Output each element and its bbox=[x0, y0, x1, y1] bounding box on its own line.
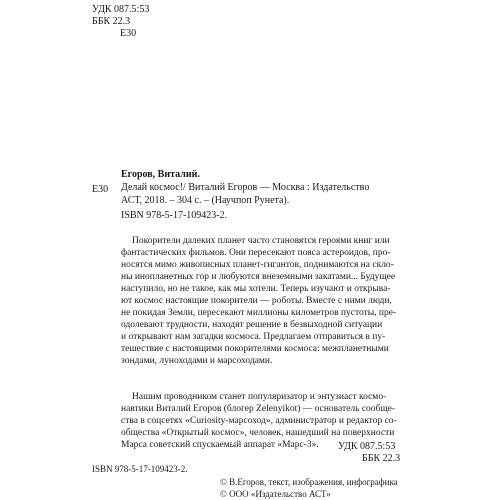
text-line: Покорители далеких планет часто становятся героями книг или bbox=[132, 236, 390, 246]
text-line: фантастических фильмов. Они пересекают пояса астероидов, про- bbox=[121, 247, 391, 258]
text-line: Нашим проводником станет популяризатор и энтузиаст космо- bbox=[132, 392, 387, 402]
copyright-publisher: © ООО «Издательство АСТ» bbox=[220, 489, 331, 499]
text-line: ют космос настоящие покорители — роботы. Вместе с ними люди, bbox=[121, 295, 392, 306]
text-line: общества «Открытый космос», человек, нашедший на поверхности bbox=[121, 427, 395, 438]
text-line: и открывают нам загадки космоса. Предлагаем отправиться в пу- bbox=[121, 331, 386, 342]
author-code-top: Е30 bbox=[120, 28, 137, 39]
author-heading: Егоров, Виталий. bbox=[121, 169, 200, 180]
text-line: навтики Виталий Егоров (блогер Zelenyikot) — основатель сообще- bbox=[121, 403, 396, 414]
author-code: Е30 bbox=[92, 184, 109, 195]
text-line: не покидая Земли, пересекают миллионы километров пустоты, пре- bbox=[121, 307, 397, 318]
bbk-bottom: ББК 22.3 bbox=[362, 453, 401, 464]
text-line: ны инопланетных гор и любуются внеземными закатами... Будущее bbox=[121, 271, 396, 282]
bibliographic-description bbox=[121, 181, 400, 207]
text-line: одолевают трудности, находят решение в безвыходной ситуации bbox=[121, 319, 383, 330]
udk-bottom: УДК 087.5:53 bbox=[338, 441, 396, 452]
bbk-top: ББК 22.3 bbox=[92, 16, 131, 27]
text-line: Марса советский спускаемый аппарат «Марс-3». bbox=[121, 439, 319, 450]
text-line: ства в соцсетях «Curiosity-марсоход», администратор и редактор со- bbox=[121, 415, 397, 426]
title-line: Делай космос!/ Виталий Егоров — Москва : Издательство bbox=[121, 182, 370, 193]
text-line: зондами, луноходами и марсоходами. bbox=[121, 355, 273, 366]
isbn-main: ISBN 978-5-17-109423-2. bbox=[121, 210, 228, 221]
text-line: носятся мимо живописных планет-гигантов, поднимаются на скло- bbox=[121, 259, 394, 270]
text-line: наступило, но не такое, как мы хотели. Теперь изучают и открыва- bbox=[121, 283, 391, 294]
text-line: тешествие с настоящими покорителями космоса: межпланетными bbox=[121, 343, 389, 354]
title-line: АСТ, 2018. – 304 с. – (Научпоп Рунета). bbox=[121, 195, 290, 206]
annotation-paragraph-1 bbox=[121, 236, 400, 367]
isbn-footer: ISBN 978-5-17-109423-2. bbox=[92, 464, 188, 474]
copyright-author: © В.Егоров, текст, изображения, инфографика bbox=[220, 477, 398, 487]
udk-top: УДК 087.5:53 bbox=[92, 4, 150, 15]
